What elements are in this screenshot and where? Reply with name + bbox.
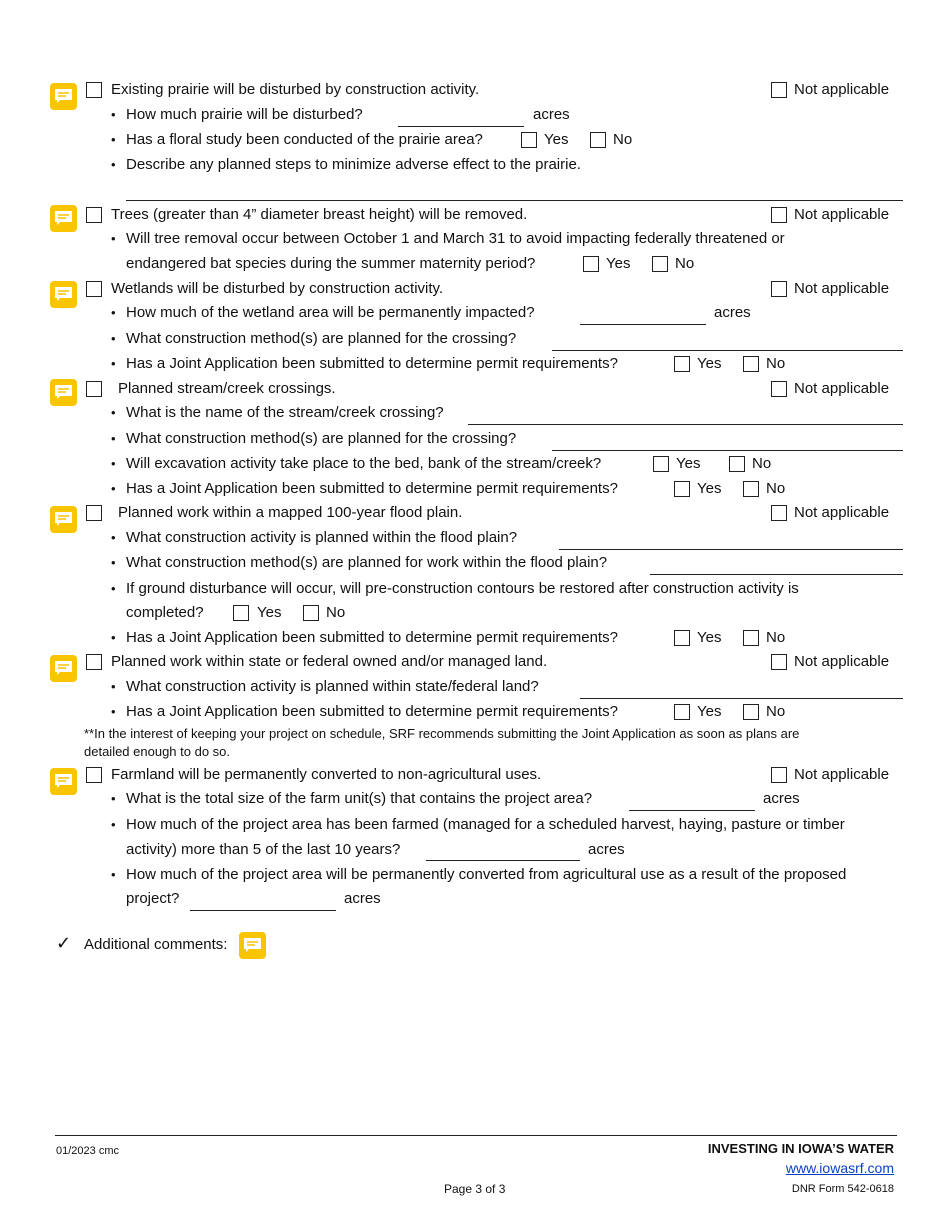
wetlands-na-label: Not applicable xyxy=(794,280,890,297)
flood-q3-line1: If ground disturbance will occur, will pre-construction contours be restored after construction activity is xyxy=(126,580,799,597)
prairie-acres-field[interactable] xyxy=(398,126,524,127)
stream-q4-no-checkbox[interactable] xyxy=(743,481,759,497)
flood-checkbox[interactable] xyxy=(86,505,102,521)
farmland-q3-line1: How much of the project area will be permanently converted from agricultural use as a result of the proposed xyxy=(126,866,847,883)
flood-activity-field[interactable] xyxy=(559,549,903,550)
flood-q4: Has a Joint Application been submitted to determine permit requirements? xyxy=(126,629,618,646)
stream-name-field[interactable] xyxy=(468,424,903,425)
bullet: • xyxy=(111,817,116,832)
flood-method-field[interactable] xyxy=(650,574,903,575)
stream-q4: Has a Joint Application been submitted to determine permit requirements? xyxy=(126,480,618,497)
land-na-label: Not applicable xyxy=(794,653,890,670)
wetlands-q3-yes-checkbox[interactable] xyxy=(674,356,690,372)
land-q2-yes-checkbox[interactable] xyxy=(674,704,690,720)
farmland-q3-acres-field[interactable] xyxy=(190,910,336,911)
farmland-q1: What is the total size of the farm unit(s) that contains the project area? xyxy=(126,790,593,807)
flood-q1: What construction activity is planned within the flood plain? xyxy=(126,529,518,546)
farmland-q3-line2: project? xyxy=(126,890,180,907)
prairie-q3: Describe any planned steps to minimize adverse effect to the prairie. xyxy=(126,156,581,173)
prairie-na-checkbox[interactable] xyxy=(771,82,787,98)
prairie-q1: How much prairie will be disturbed? xyxy=(126,106,363,123)
no-label: No xyxy=(766,480,786,497)
comment-note-icon[interactable] xyxy=(50,768,77,795)
bullet: • xyxy=(111,481,116,496)
prairie-q2-no-checkbox[interactable] xyxy=(590,132,606,148)
comment-note-icon[interactable] xyxy=(50,205,77,232)
footer-tagline: INVESTING IN IOWA’S WATER xyxy=(707,1141,894,1156)
bullet: • xyxy=(111,581,116,596)
farmland-q2-line1: How much of the project area has been farmed (managed for a scheduled harvest, haying, pasture or timber xyxy=(126,816,845,833)
land-na-checkbox[interactable] xyxy=(771,654,787,670)
prairie-checkbox[interactable] xyxy=(86,82,102,98)
footer-date: 01/2023 cmc xyxy=(56,1145,119,1157)
yes-label: Yes xyxy=(697,355,722,372)
land-q2: Has a Joint Application been submitted to determine permit requirements? xyxy=(126,703,618,720)
flood-na-checkbox[interactable] xyxy=(771,505,787,521)
bullet: • xyxy=(111,630,116,645)
trees-title: Trees (greater than 4” diameter breast height) will be removed. xyxy=(111,206,528,223)
land-title: Planned work within state or federal owned and/or managed land. xyxy=(111,653,548,670)
bullet: • xyxy=(111,356,116,371)
comment-note-icon[interactable] xyxy=(50,83,77,110)
wetlands-na-checkbox[interactable] xyxy=(771,281,787,297)
farmland-q1-acres-field[interactable] xyxy=(629,810,755,811)
yes-label: Yes xyxy=(544,131,569,148)
farmland-na-label: Not applicable xyxy=(794,766,890,783)
trees-q1-line2: endangered bat species during the summer maternity period? xyxy=(126,255,536,272)
flood-q2: What construction method(s) are planned for work within the flood plain? xyxy=(126,554,608,571)
stream-q3-no-checkbox[interactable] xyxy=(729,456,745,472)
land-activity-field[interactable] xyxy=(580,698,903,699)
stream-title: Planned stream/creek crossings. xyxy=(118,380,336,397)
bullet: • xyxy=(111,679,116,694)
stream-na-label: Not applicable xyxy=(794,380,890,397)
trees-q1-no-checkbox[interactable] xyxy=(652,256,668,272)
stream-method-field[interactable] xyxy=(552,450,903,451)
additional-comments-label: Additional comments: xyxy=(84,936,228,953)
wetlands-q2: What construction method(s) are planned for the crossing? xyxy=(126,330,517,347)
checkmark-icon: ✓ xyxy=(56,933,72,953)
joint-app-note-line2: detailed enough to do so. xyxy=(84,744,231,759)
comment-note-icon[interactable] xyxy=(50,655,77,682)
joint-app-note-line1: **In the interest of keeping your project on schedule, SRF recommends submitting the Joint Application as soon as plans are xyxy=(84,726,800,741)
farmland-q2-acres-field[interactable] xyxy=(426,860,580,861)
flood-q3-no-checkbox[interactable] xyxy=(303,605,319,621)
prairie-q2: Has a floral study been conducted of the prairie area? xyxy=(126,131,483,148)
yes-label: Yes xyxy=(697,480,722,497)
no-label: No xyxy=(752,455,772,472)
trees-na-label: Not applicable xyxy=(794,206,890,223)
no-label: No xyxy=(326,604,346,621)
bullet: • xyxy=(111,555,116,570)
farmland-q2-line2: activity) more than 5 of the last 10 years? xyxy=(126,841,401,858)
bullet: • xyxy=(111,331,116,346)
no-label: No xyxy=(766,355,786,372)
no-label: No xyxy=(766,703,786,720)
bullet: • xyxy=(111,132,116,147)
stream-na-checkbox[interactable] xyxy=(771,381,787,397)
bullet: • xyxy=(111,431,116,446)
trees-checkbox[interactable] xyxy=(86,207,102,223)
acres-label: acres xyxy=(588,841,625,858)
comment-note-icon[interactable] xyxy=(50,281,77,308)
flood-q4-yes-checkbox[interactable] xyxy=(674,630,690,646)
stream-q3-yes-checkbox[interactable] xyxy=(653,456,669,472)
prairie-steps-field[interactable] xyxy=(126,200,903,201)
land-checkbox[interactable] xyxy=(86,654,102,670)
prairie-q2-yes-checkbox[interactable] xyxy=(521,132,537,148)
wetlands-checkbox[interactable] xyxy=(86,281,102,297)
yes-label: Yes xyxy=(697,629,722,646)
trees-q1-yes-checkbox[interactable] xyxy=(583,256,599,272)
land-q2-no-checkbox[interactable] xyxy=(743,704,759,720)
farmland-na-checkbox[interactable] xyxy=(771,767,787,783)
trees-na-checkbox[interactable] xyxy=(771,207,787,223)
footer-page-number: Page 3 of 3 xyxy=(444,1182,506,1196)
land-q1: What construction activity is planned within state/federal land? xyxy=(126,678,539,695)
stream-q4-yes-checkbox[interactable] xyxy=(674,481,690,497)
no-label: No xyxy=(675,255,695,272)
bullet: • xyxy=(111,305,116,320)
flood-title: Planned work within a mapped 100-year flood plain. xyxy=(118,504,463,521)
yes-label: Yes xyxy=(257,604,282,621)
comment-note-icon[interactable] xyxy=(50,506,77,533)
footer-url-link[interactable]: www.iowasrf.com xyxy=(785,1160,894,1176)
bullet: • xyxy=(111,157,116,172)
wetlands-q3: Has a Joint Application been submitted to determine permit requirements? xyxy=(126,355,618,372)
acres-label: acres xyxy=(344,890,381,907)
farmland-title: Farmland will be permanently converted to non-agricultural uses. xyxy=(111,766,542,783)
stream-checkbox[interactable] xyxy=(86,381,102,397)
acres-label: acres xyxy=(763,790,800,807)
stream-q2: What construction method(s) are planned for the crossing? xyxy=(126,430,517,447)
trees-q1-line1: Will tree removal occur between October 1 and March 31 to avoid impacting federally threatened or xyxy=(126,230,785,247)
flood-q4-no-checkbox[interactable] xyxy=(743,630,759,646)
wetlands-acres-field[interactable] xyxy=(580,324,706,325)
no-label: No xyxy=(613,131,633,148)
flood-na-label: Not applicable xyxy=(794,504,890,521)
wetlands-q3-no-checkbox[interactable] xyxy=(743,356,759,372)
bullet: • xyxy=(111,704,116,719)
prairie-title: Existing prairie will be disturbed by construction activity. xyxy=(111,81,480,98)
wetlands-title: Wetlands will be disturbed by construction activity. xyxy=(111,280,444,297)
acres-label: acres xyxy=(714,304,751,321)
yes-label: Yes xyxy=(697,703,722,720)
flood-q3-yes-checkbox[interactable] xyxy=(233,605,249,621)
bullet: • xyxy=(111,530,116,545)
bullet: • xyxy=(111,107,116,122)
comment-note-icon[interactable] xyxy=(239,932,266,959)
wetlands-q1: How much of the wetland area will be permanently impacted? xyxy=(126,304,535,321)
no-label: No xyxy=(766,629,786,646)
bullet: • xyxy=(111,456,116,471)
footer-form-number: DNR Form 542-0618 xyxy=(791,1183,894,1195)
stream-q3: Will excavation activity take place to the bed, bank of the stream/creek? xyxy=(126,455,602,472)
farmland-checkbox[interactable] xyxy=(86,767,102,783)
comment-note-icon[interactable] xyxy=(50,379,77,406)
prairie-na-label: Not applicable xyxy=(794,81,890,98)
acres-label: acres xyxy=(533,106,570,123)
bullet: • xyxy=(111,231,116,246)
footer-divider xyxy=(55,1135,897,1136)
bullet: • xyxy=(111,867,116,882)
yes-label: Yes xyxy=(606,255,631,272)
stream-q1: What is the name of the stream/creek crossing? xyxy=(126,404,444,421)
flood-q3-line2: completed? xyxy=(126,604,204,621)
wetlands-method-field[interactable] xyxy=(552,350,903,351)
bullet: • xyxy=(111,405,116,420)
bullet: • xyxy=(111,791,116,806)
yes-label: Yes xyxy=(676,455,701,472)
